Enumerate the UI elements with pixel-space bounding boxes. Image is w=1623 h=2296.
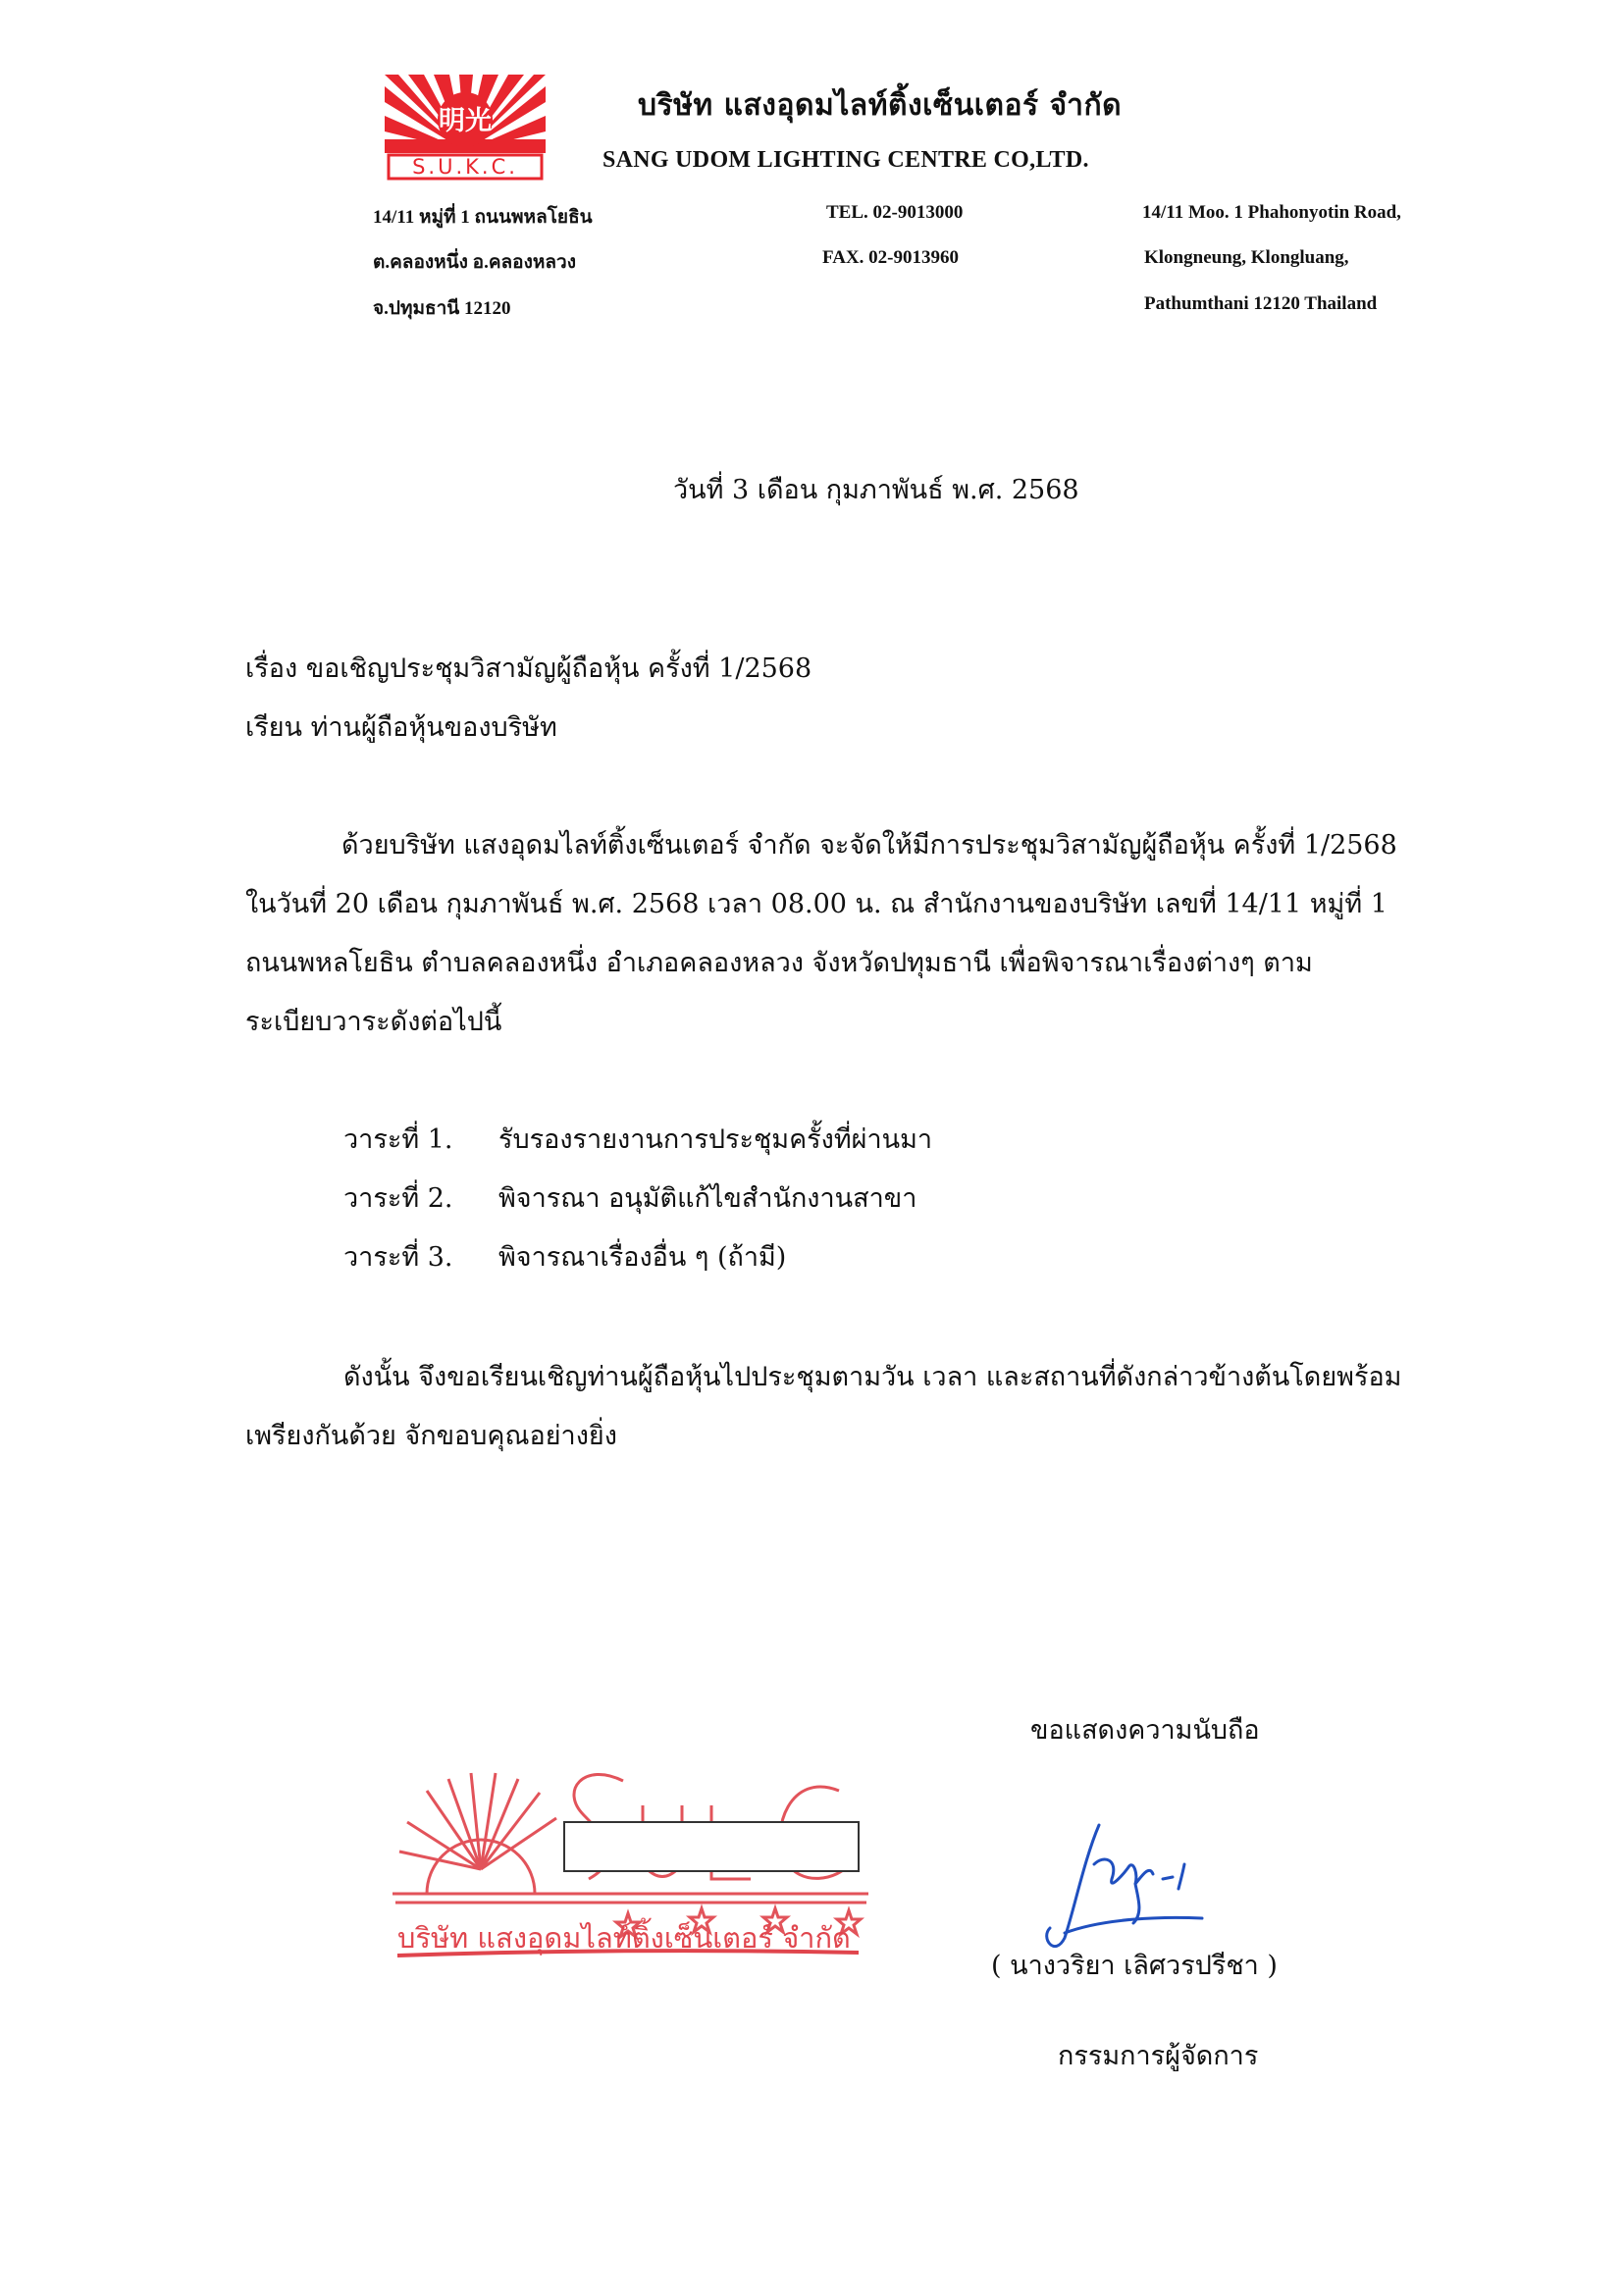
company-stamp (388, 1751, 878, 1962)
paragraph-line: ในวันที่ 20 เดือน กุมภาพันธ์ พ.ศ. 2568 เวลา 08.00 น. ณ สำนักงานของบริษัท เลขที่ 14/11 หมู่ที่ 1 (245, 889, 1387, 919)
paragraph-line: ดังนั้น จึงขอเรียนเชิญท่านผู้ถือหุ้นไปประชุมตามวัน เวลา และสถานที่ดังกล่าวข้างต้นโดยพร้อม (343, 1362, 1402, 1392)
agenda-item: รับรองรายงานการประชุมครั้งที่ผ่านมา (498, 1124, 933, 1155)
address-th-line: 14/11 หมู่ที่ 1 ถนนพหลโยธิน (373, 207, 593, 228)
company-name-en: SANG UDOM LIGHTING CENTRE CO,LTD. (602, 147, 1089, 173)
signature (1045, 1820, 1222, 1948)
address-th-line: ต.คลองหนึ่ง อ.คลองหลวง (373, 252, 576, 273)
agenda-item: พิจารณาเรื่องอื่น ๆ (ถ้ามี) (498, 1242, 787, 1273)
signer-name: ( นางวริยา เลิศวรปรีชา ) (991, 1951, 1278, 1981)
company-logo (385, 75, 546, 181)
complimentary-close: ขอแสดงความนับถือ (1030, 1715, 1260, 1746)
company-stamp-icon (388, 1751, 878, 1962)
letter-subject: เรื่อง ขอเชิญประชุมวิสามัญผู้ถือหุ้น ครั้งที่ 1/2568 (245, 653, 812, 684)
signer-title: กรรมการผู้จัดการ (1058, 2041, 1259, 2071)
letter-date: วันที่ 3 เดือน กุมภาพันธ์ พ.ศ. 2568 (673, 475, 1079, 505)
phone-number: TEL. 02-9013000 (826, 202, 964, 223)
agenda-number: วาระที่ 3. (343, 1242, 453, 1273)
agenda-number: วาระที่ 2. (343, 1183, 453, 1214)
address-en-line: 14/11 Moo. 1 Phahonyotin Road, (1142, 202, 1401, 223)
fax-number: FAX. 02-9013960 (822, 247, 959, 268)
agenda-item: พิจารณา อนุมัติแก้ไขสำนักงานสาขา (498, 1183, 917, 1214)
company-name-th: บริษัท แสงอุดมไลท์ติ้งเซ็นเตอร์ จำกัด (638, 88, 1123, 123)
handwritten-signature-icon (1045, 1820, 1222, 1948)
letter-recipient: เรียน ท่านผู้ถือหุ้นของบริษัท (245, 712, 557, 743)
address-th-line: จ.ปทุมธานี 12120 (373, 298, 511, 319)
paragraph-line: ถนนพหลโยธิน ตำบลคลองหนึ่ง อำเภอคลองหลวง จังหวัดปทุมธานี เพื่อพิจารณาเรื่องต่างๆ ตาม (245, 948, 1313, 978)
address-en-line: Pathumthani 12120 Thailand (1144, 293, 1378, 314)
stamp-text: บริษัท แสงอุดมไลท์ติ้งเซ็นเตอร์ จำกัด (397, 1921, 851, 1955)
rising-sun-logo-icon (385, 75, 546, 181)
paragraph-line: ด้วยบริษัท แสงอุดมไลท์ติ้งเซ็นเตอร์ จำกัด จะจัดให้มีการประชุมวิสามัญผู้ถือหุ้น ครั้งที่ 1/2568 (341, 830, 1397, 861)
paragraph-line: ระเบียบวาระดังต่อไปนี้ (245, 1007, 502, 1037)
address-en-line: Klongneung, Klongluang, (1144, 247, 1349, 268)
agenda-number: วาระที่ 1. (343, 1124, 453, 1155)
logo-characters: 明光 (439, 106, 492, 136)
logo-abbr: S.U.K.C. (412, 155, 518, 179)
paragraph-line: เพรียงกันด้วย จักขอบคุณอย่างยิ่ง (245, 1421, 617, 1451)
